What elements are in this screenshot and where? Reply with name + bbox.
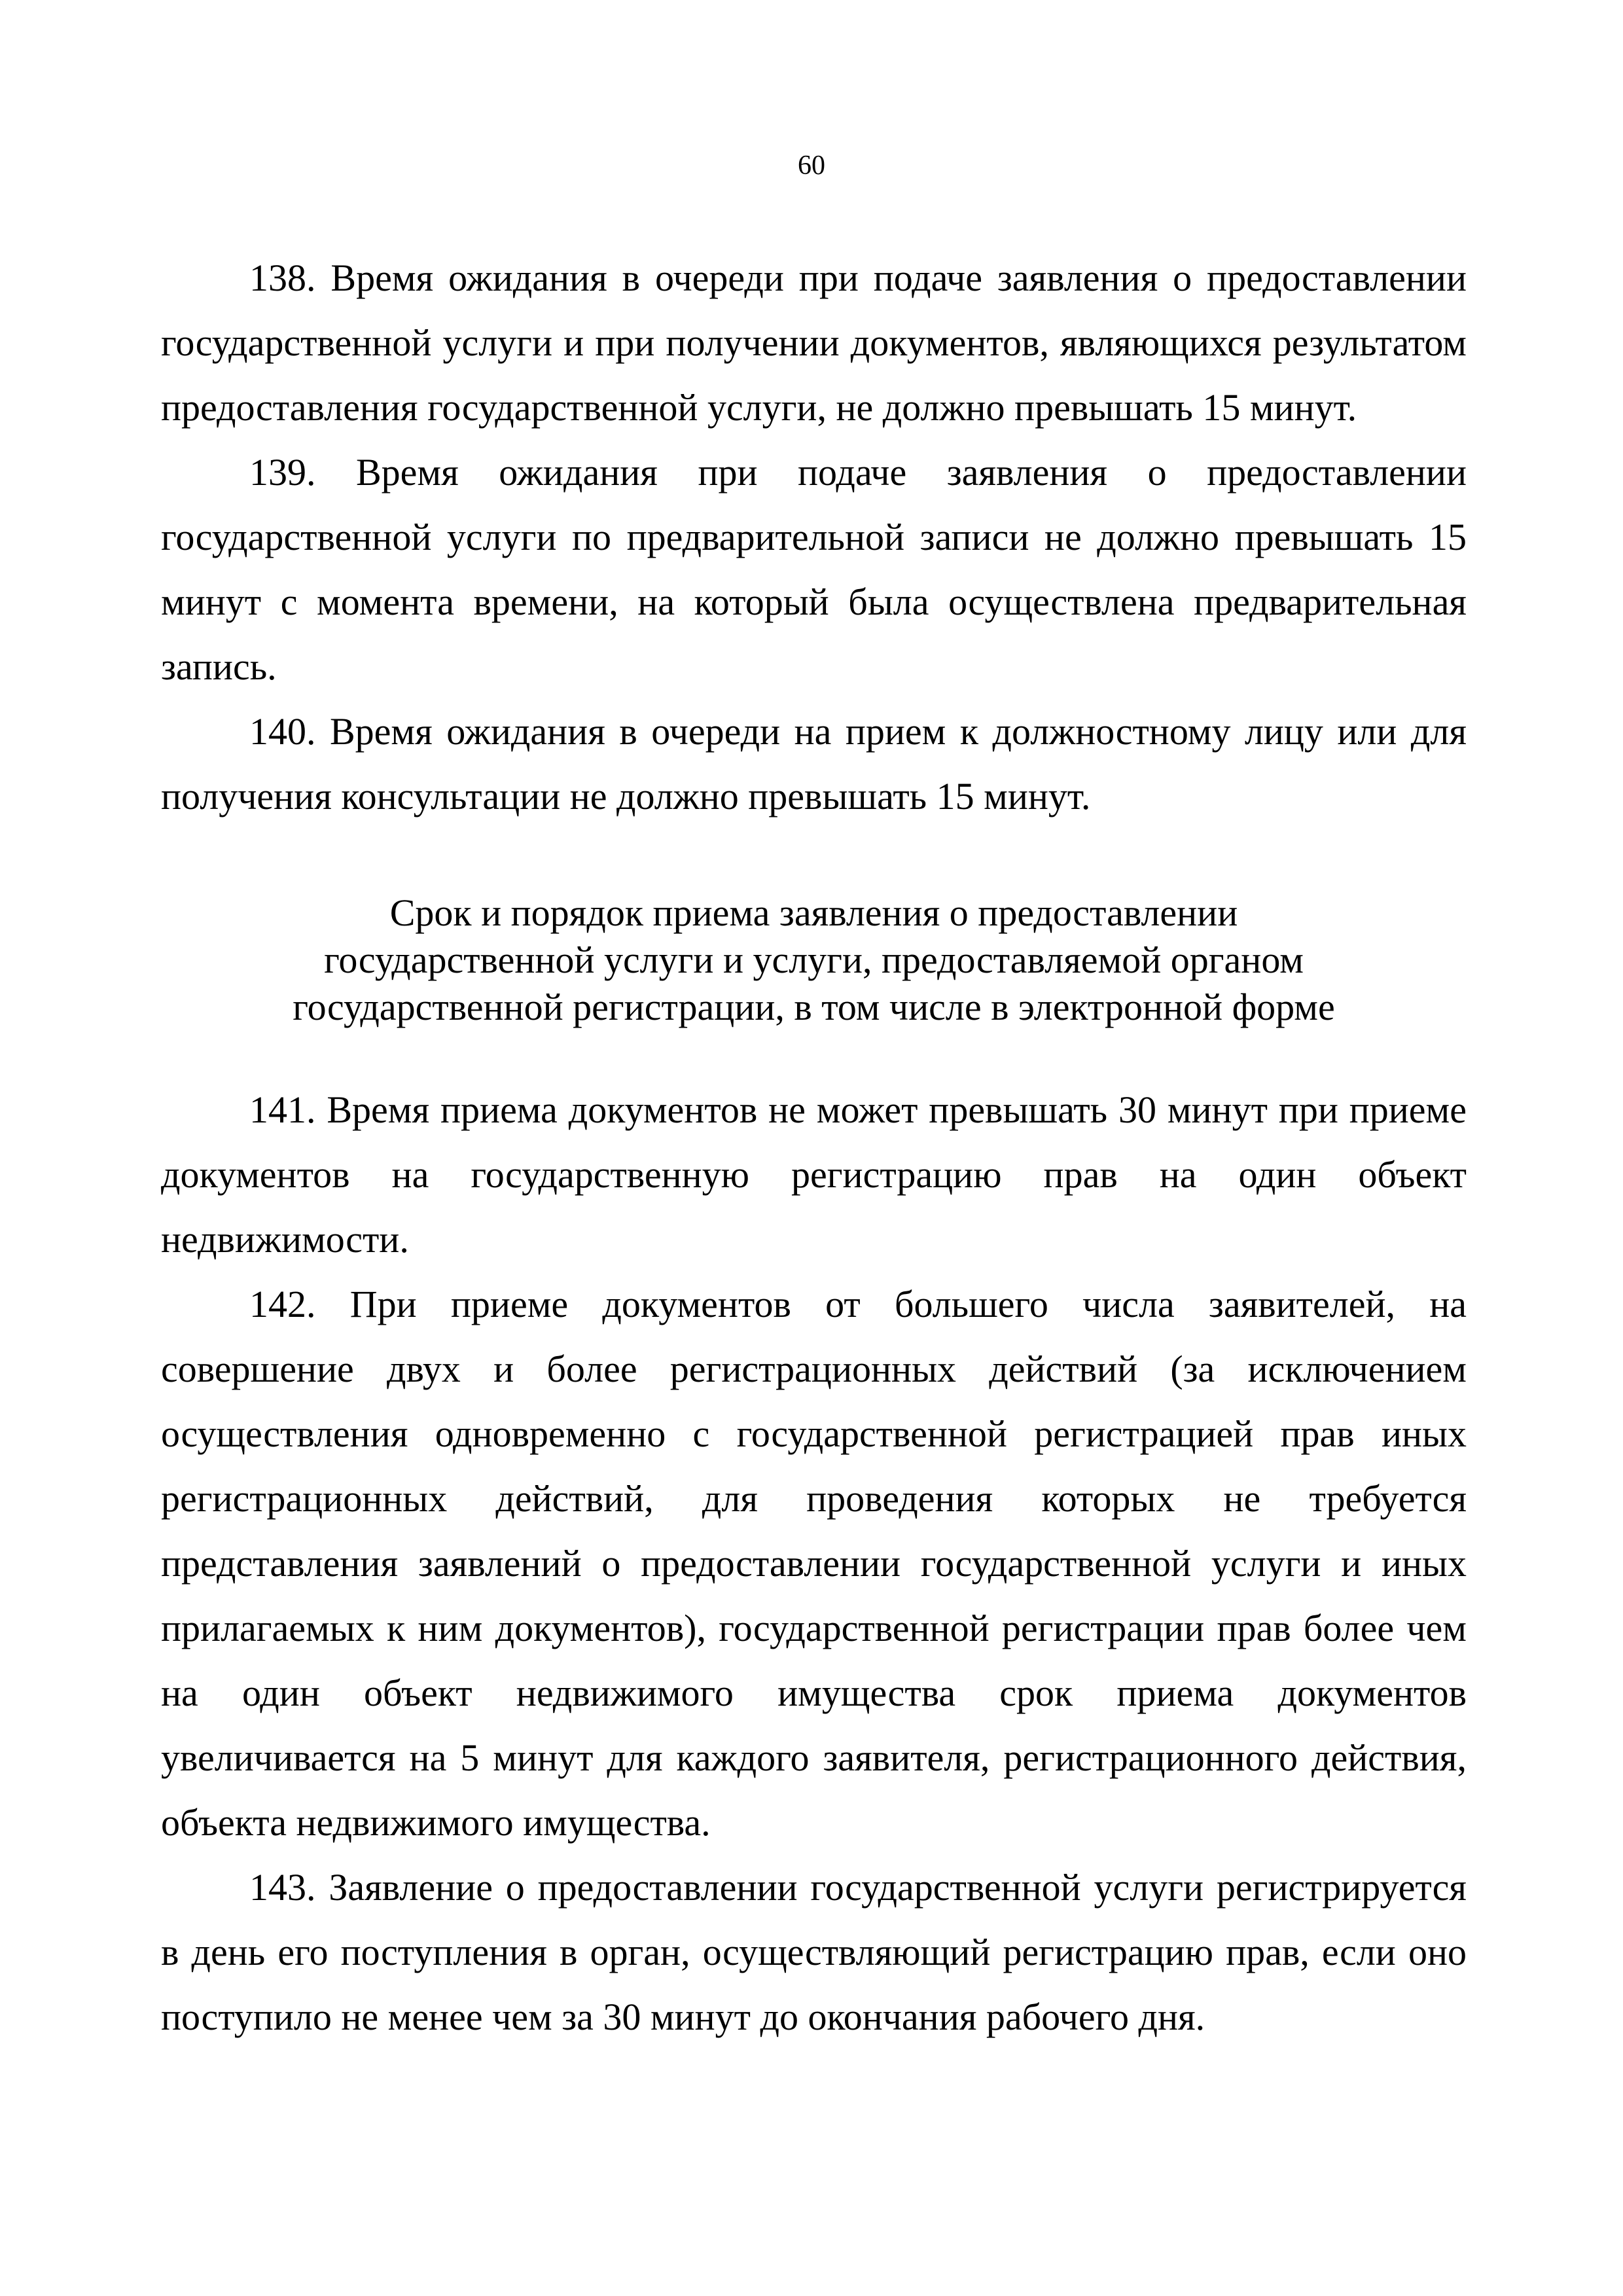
paragraph-141: 141. Время приема документов не может превышать 30 минут при приеме документов на государственную регистрацию прав на один объект недвижимости. [161, 1088, 1467, 1261]
paragraph-138: 138. Время ожидания в очереди при подаче заявления о предоставлении государственной услуги и при получении документов, являющихся результатом предоставления государственной услуги, не должно превышать 15 минут. [161, 257, 1467, 429]
paragraph-142: 142. При приеме документов от большего числа заявителей, на совершение двух и более регистрационных действий (за исключением осуществления одновременно с государственной регистрацией прав иных регистрационных действий, для проведения которых не требуется представления заявлений о предоставлении государственной услуги и иных прилагаемых к ним документов), государственной регистрации прав более чем на один объект недвижимого имущества срок приема документов увеличивается на 5 минут для каждого заявителя, регистрационного действия, объекта недвижимого имущества. [161, 1283, 1467, 1844]
paragraph-140: 140. Время ожидания в очереди на прием к должностному лицу или для получения консультации не должно превышать 15 минут. [161, 710, 1467, 817]
section-heading-line: государственной услуги и услуги, предоставляемой органом [324, 939, 1304, 981]
section-heading [161, 889, 1467, 1031]
paragraph-143: 143. Заявление о предоставлении государственной услуги регистрируется в день его поступления в орган, осуществляющий регистрацию прав, если оно поступило не менее чем за 30 минут до окончания рабочего дня. [161, 1866, 1467, 2038]
paragraph-139: 139. Время ожидания при подаче заявления о предоставлении государственной услуги по предварительной записи не должно превышать 15 минут с момента времени, на который была осуществлена предварительная запись. [161, 451, 1467, 688]
page-number: 60 [798, 151, 825, 181]
document-body [161, 245, 1467, 2049]
section-heading-line: Срок и порядок приема заявления о предоставлении [389, 891, 1238, 934]
section-heading-line: государственной регистрации, в том числе в электронной форме [293, 986, 1335, 1028]
